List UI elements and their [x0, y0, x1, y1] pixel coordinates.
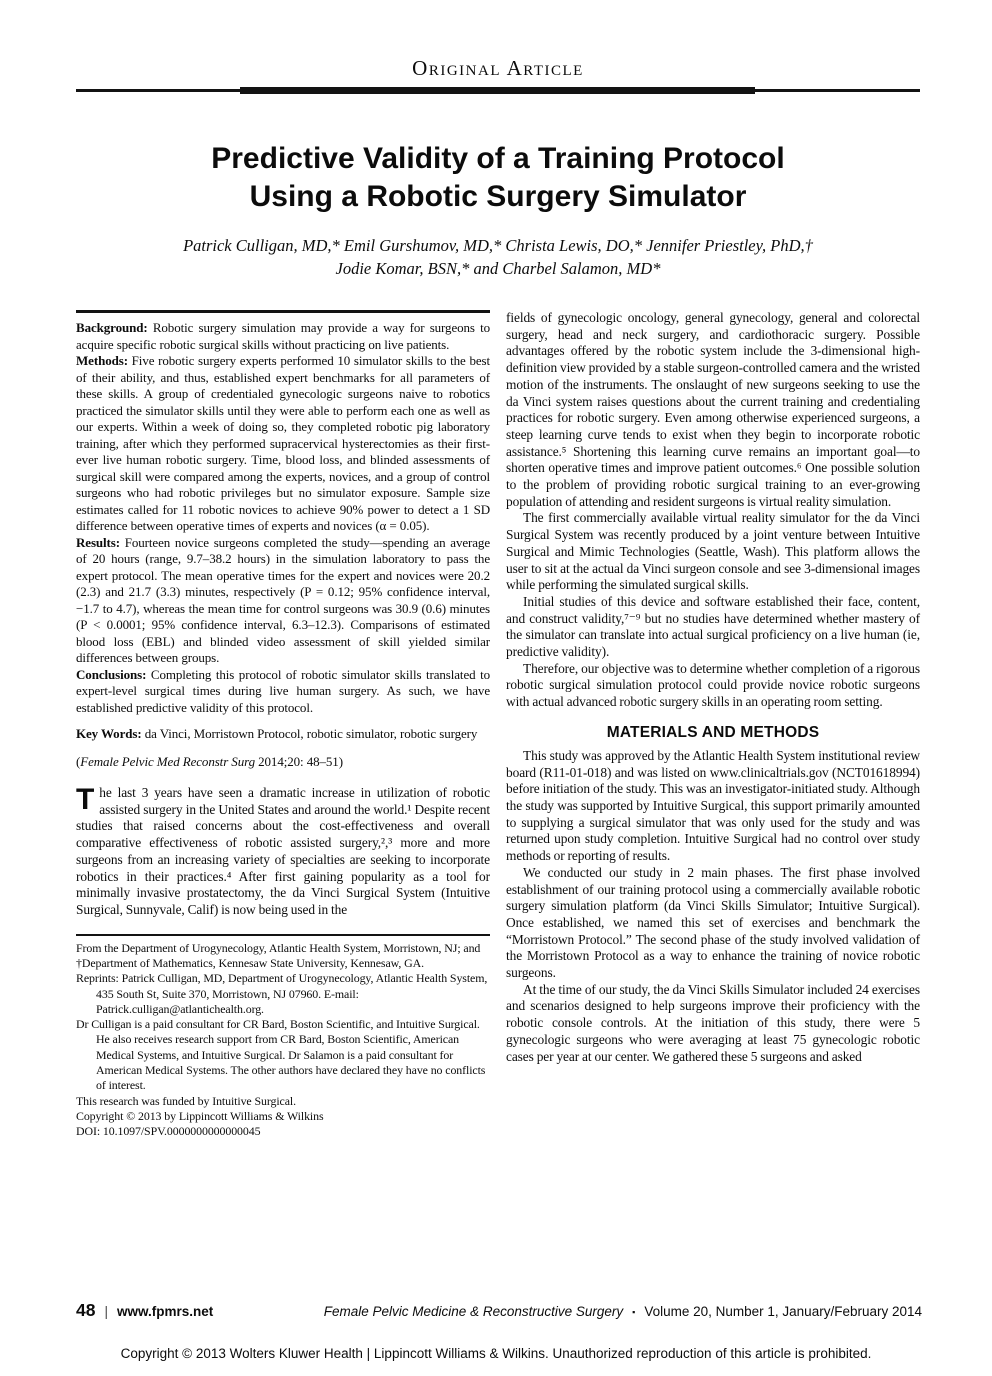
- left-column: [76, 310, 490, 1139]
- keywords: [76, 726, 490, 743]
- page-number: 48: [76, 1300, 96, 1320]
- right-column: [506, 310, 920, 1139]
- footer-journal-info: [324, 1304, 922, 1319]
- article-type-label: Original Article: [412, 56, 584, 80]
- footnote-reprints: Reprints: Patrick Culligan, MD, Department of Urogynecology, Atlantic Health System, 435 South St, Suite 370, Morristown, NJ 07960. E-mail: Patrick.culligan@atlantichealth.org.: [76, 971, 488, 1016]
- two-column-layout: [76, 310, 920, 1139]
- footnote-copyright: Copyright © 2013 by Lippincott Williams & Wilkins: [76, 1108, 324, 1123]
- intro-paragraph: [76, 785, 490, 919]
- body-paragraph-validity: Initial studies of this device and software established their face, content, and construct validity,⁷⁻⁹ but no studies have determined whether mastery of the simulator can translate into actual surgical proficiency on a live human (ie, predictive validity).: [506, 593, 920, 660]
- body-paragraph-simulator: The first commercially available virtual reality simulator for the da Vinci Surgical System was recently produced by a joint venture between Intuitive Surgical and Mimic Technologies (Seattle, Wash). This platform allows the user to sit at the actual da Vinci surgeon console and see 3-dimensional images while performing the simulated surgical skills.: [506, 510, 920, 593]
- journal-citation: [76, 754, 490, 771]
- author-line-2: Jodie Komar, BSN,* and Charbel Salamon, MD*: [335, 259, 661, 278]
- footer-bar-separator: |: [104, 1304, 108, 1319]
- header-divider: [76, 86, 920, 96]
- methods-paragraph-phases: We conducted our study in 2 main phases. The first phase involved establishment of our training protocol using a commercially available robotic surgery simulation platform (da Vinci Skills Simulator; Intuitive Surgical). Once established, we named this set of exercises and benchmark the “Morristown Protocol.” The second phase of the study involved validation of the Morristown Protocol as a way to enhance the training of novice robotic surgeons.: [506, 864, 920, 981]
- article-title: [76, 140, 920, 216]
- body-paragraph-continuation: fields of gynecologic oncology, general gynecology, general and colorectal surgery, head and neck surgery, and cardiothoracic surgery. Possible advantages offered by the robotic system include the 3-dimensional high-definition view provided by a stable surgeon-controlled camera and the wristed motion of the instruments. The onslaught of new surgeons seeking to use the da Vinci system raises questions about the current training and credentialing practices for robotic surgery. Even among otherwise experienced surgeons, a steep learning curve tends to exist when they begin to incorporate robotic assistance.⁵ Shortening this learning curve remains an important goal—to shorten operative times and improve patient outcomes.⁶ One possible solution to the problem of providing robotic surgical training to an ever-growing population of attending and resident surgeons is virtual reality simulation.: [506, 310, 920, 509]
- abstract-results: [76, 535, 490, 667]
- abstract-conclusions-label: Conclusions:: [76, 666, 147, 682]
- copyright-notice: Copyright © 2013 Wolters Kluwer Health | Lippincott Williams & Wilkins. Unauthorized reproduction of this article is prohibited.: [120, 1346, 872, 1361]
- footnote-funding: This research was funded by Intuitive Surgical.: [76, 1093, 296, 1108]
- abstract-background-text: Robotic surgery simulation may provide a way for surgeons to acquire specific robotic surgical skills without practicing on live patients.: [76, 320, 490, 352]
- citation-journal-name: Female Pelvic Med Reconstr Surg: [80, 753, 255, 769]
- footnotes: [76, 941, 490, 1140]
- keywords-text: da Vinci, Morristown Protocol, robotic simulator, robotic surgery: [144, 726, 478, 741]
- footnote-affiliations: From the Department of Urogynecology, Atlantic Health System, Morristown, NJ; and †Department of Mathematics, Kennesaw State University, Kennesaw, GA.: [76, 940, 481, 970]
- materials-methods-heading: MATERIALS AND METHODS: [606, 723, 820, 741]
- header-divider-thick-bar: [240, 87, 755, 94]
- article-title-line-2: Using a Robotic Surgery Simulator: [249, 180, 747, 213]
- footer-issue-info: Volume 20, Number 1, January/February 2014: [644, 1304, 922, 1319]
- abstract-background-label: Background:: [76, 320, 148, 335]
- abstract: [76, 320, 490, 770]
- intro-paragraph-text: he last 3 years have seen a dramatic increase in utilization of robotic assisted surgery in the United States and around the world.¹ Despite recent studies that raised concerns about the cost-effectiveness and overall comparative effectiveness of robotic assisted surgery,²,³ more and more surgeons from an increasing variety of specialties are seeking to incorporate robotics in their practices.⁴ After first gaining popularity as a tool for minimally invasive prostatectomy, the da Vinci Surgical System (Intuitive Surgical, Sunnyvale, Calif) is now being used in the: [76, 785, 490, 917]
- footnote-disclosures: Dr Culligan is a paid consultant for CR Bard, Boston Scientific, and Intuitive Surgical. He also receives research support from CR Bard, Boston Scientific, American Medical Systems, and Intuitive Surgical. Dr Salamon is a paid consultant for American Medical Systems. The other authors have declared they have no conflicts of interest.: [76, 1017, 486, 1093]
- running-footer: [76, 1300, 922, 1321]
- footnote-divider: [76, 934, 490, 936]
- abstract-background: [76, 320, 490, 353]
- article-title-line-1: Predictive Validity of a Training Protocol: [211, 142, 785, 175]
- author-byline: [76, 234, 920, 280]
- abstract-methods: [76, 353, 490, 535]
- abstract-top-rule: [76, 310, 490, 313]
- abstract-conclusions-text: Completing this protocol of robotic simulator skills translated to expert-level surgical times during live human surgery. As such, we have established predictive validity of this protocol.: [76, 666, 490, 715]
- citation-volume-pages: 2014;20: 48–51): [254, 753, 343, 769]
- drop-cap: T: [76, 783, 95, 816]
- methods-paragraph-irb: This study was approved by the Atlantic Health System institutional review board (R11-01-018) and was listed on www.clinicaltrials.gov (NCT01618994) before initiation of the study. This was an investigator-initiated study. Although the study was supported by Intuitive Surgical, this support primarily amounted to supplying a surgical simulator that was only used for the study and was returned upon study completion. Intuitive Surgical had no control over study methods or reporting of results.: [506, 747, 920, 864]
- author-line-1: Patrick Culligan, MD,* Emil Gurshumov, MD,* Christa Lewis, DO,* Jennifer Priestley, PhD,†: [183, 236, 813, 255]
- body-paragraph-objective: Therefore, our objective was to determine whether completion of a rigorous robotic surgical simulation protocol could provide novice robotic surgeons with actual advanced robotic surgery skills in an operating room setting.: [506, 660, 920, 710]
- citation-open-paren: (: [76, 753, 81, 769]
- abstract-methods-label: Methods:: [76, 353, 128, 368]
- square-separator-icon: ▪: [632, 1307, 636, 1317]
- abstract-results-text: Fourteen novice surgeons completed the study—spending an average of 20 hours (range, 9.7–38.2 hours) in the simulation laboratory to pass the expert protocol. The mean operative times for the expert and novices were 20.2 (2.3) and 21.7 (3.3) minutes, respectively (P = 0.12; 95% confidence interval, −1.7 to 4.7), whereas the mean time for control surgeons was 30.9 (0.6) minutes (P < 0.0001; 95% confidence interval, 6.3–12.3). Comparisons of estimated blood loss (EBL) and blinded video assessment of skill yielded similar differences between groups.: [76, 534, 491, 665]
- abstract-results-label: Results:: [76, 534, 120, 550]
- methods-paragraph-exercises: At the time of our study, the da Vinci Skills Simulator included 24 exercises and scenarios designed to help surgeons improve their proficiency with the robotic console controls. At the initiation of this study, there were 5 gynecologic surgeons who were averaging at least 75 gynecologic robotic cases per year at our center. We gathered these 5 surgeons and asked: [506, 981, 920, 1064]
- abstract-methods-text: Five robotic surgery experts performed 10 simulator skills to the best of their ability, and thus, established expert benchmarks for all parameters of these skills. A group of credentialed gynecologic surgeons naive to robotics practiced the simulator skills until they were able to perform each one as well as our experts. Within a week of doing so, they completed robotic pig laboratory training, after which they performed supracervical hysterectomies as their first-ever live human robotic surgery. Time, blood loss, and blinded assessments of surgical skill were compared among the experts, novices, and a group of control surgeons who had robotic privileges but no simulator exposure. Sample size estimates called for 11 robotic novices to achieve 90% power to detect a 1 SD difference between operative times of experts and novices (α = 0.05).: [76, 353, 490, 533]
- journal-website: www.fpmrs.net: [116, 1304, 214, 1319]
- abstract-conclusions: [76, 667, 490, 717]
- keywords-label: Key Words:: [76, 726, 142, 741]
- footnote-doi: DOI: 10.1097/SPV.0000000000000045: [76, 1124, 261, 1139]
- footer-journal-name: Female Pelvic Medicine & Reconstructive Surgery: [323, 1304, 624, 1319]
